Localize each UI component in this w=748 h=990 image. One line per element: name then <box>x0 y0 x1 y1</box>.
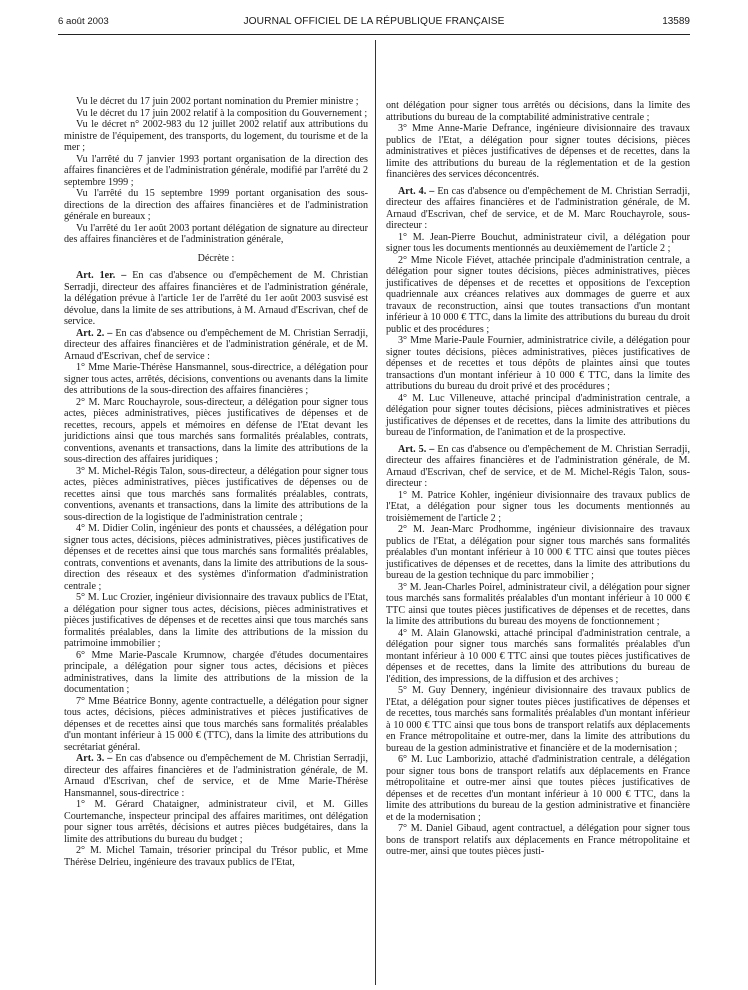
article-text: En cas d'absence ou d'empêchement de M. Christian Serradji, directeur des affaires financières et de l'administration générale, et de M. Arnaud d'Escrivan, chef de service : <box>64 327 368 362</box>
article-item: 3° M. Michel-Régis Talon, sous-directeur, a délégation pour signer tous actes, pièces administratives, pièces justificatives de dépenses ou de recettes ainsi que tous marchés sans formalités préalables, contrats, conventions, avenants et transactions, dans la limite des attributions de la sous-direction de la logistique de l'administration centrale ; <box>64 465 368 523</box>
left-column <box>64 96 368 868</box>
visa-paragraph: Vu le décret du 17 juin 2002 relatif à la composition du Gouvernement ; <box>76 107 368 119</box>
article-text: En cas d'absence ou d'empêchement de M. Christian Serradji, directeur des affaires financières et de l'administration générale, de M. Arnaud d'Escrivan, chef de service, et de M. Michel-Régis Talon, sous-directeur : <box>386 443 690 489</box>
article-item: 5° M. Luc Crozier, ingénieur divisionnaire des travaux publics de l'Etat, a délégation pour signer tous actes, décisions, pièces administratives et pièces justificatives de dépenses et de recettes ainsi que tous marchés sans formalités préalables, dans la limite des attributions de la mission du patrimoine immobilier ; <box>64 592 368 649</box>
page-number: 13589 <box>662 16 690 27</box>
article-item: 2° M. Jean-Marc Prodhomme, ingénieur divisionnaire des travaux publics de l'Etat, a délégation pour signer tous marchés sans formalités préalables d'un montant inférieur à 10 000 € TTC ainsi que toutes pièces justificatives de dépenses et de recettes, dans la limite des attributions du bureau de la gestion technique du parc immobilier ; <box>386 524 690 581</box>
article-5 <box>386 444 690 490</box>
article-item: 7° Mme Béatrice Bonny, agente contractuelle, a délégation pour signer tous actes, décisions, pièces administratives et pièces justificatives de dépenses et de recettes ainsi que tous marchés sans formalités préalables d'un montant inférieur à 15 000 € (TTC), dans la limite des attributions du secrétariat général. <box>64 695 368 753</box>
article-3 <box>64 753 368 799</box>
article-4 <box>386 186 690 232</box>
article-label: Art. 2. – <box>76 327 113 339</box>
article-label: Art. 3. – <box>76 753 113 764</box>
article-item: 1° M. Jean-Pierre Bouchut, administrateur civil, a délégation pour signer tous les documents mentionnés au deuxièmement de l'article 2 ; <box>386 231 690 254</box>
article-1 <box>64 270 368 328</box>
article-item: 2° Mme Nicole Fiévet, attachée principale d'administration centrale, a délégation pour signer toutes décisions, pièces administratives, pièces justificatives de dépenses et de recettes et oppositions de l'exception quadriennale aux créances relatives aux dommages de guerre et aux travaux de reconstruction, ainsi que toutes transactions d'un montant inférieur à 10 000 € TTC, dans la limite des attributions du bureau du droit public et des procédures ; <box>386 254 690 335</box>
article-text: En cas d'absence ou d'empêchement de M. Christian Serradji, directeur des affaires financières et de l'administration générale, la délégation prévue à l'article 1er de l'arrêté du 1er août 2003 susvisé est dévolue, dans la limite de ses attributions, à M. Arnaud d'Escrivan, chef de service. <box>64 270 368 327</box>
article-text: En cas d'absence ou d'empêchement de M. Christian Serradji, directeur des affaires financières et de l'administration générale, de M. Arnaud d'Escrivan, chef de service, et de M. Marc Rouchayrole, sous-directeur : <box>386 185 690 231</box>
article-item: 2° M. Michel Tamain, trésorier principal du Trésor public, et Mme Thérèse Delrieu, ingénieure des travaux publics de l'Etat, <box>64 845 368 868</box>
article-item: 1° Mme Marie-Thérèse Hansmannel, sous-directrice, a délégation pour signer tous actes, arrêtés, décisions, conventions ou avenants dans la limite des attributions de la sous-direction des affaires financières ; <box>64 362 368 396</box>
article-item: 4° M. Alain Glanowski, attaché principal d'administration centrale, a délégation pour signer tous marchés sans formalités préalables d'un montant inférieur à 10 000 € TTC ainsi que toutes pièces justificatives de dépenses et de recettes, dans la limite des attributions du bureau de l'édition, des impressions, de la diffusion et des archives ; <box>386 627 690 685</box>
article-item: 4° M. Luc Villeneuve, attaché principal d'administration centrale, a délégation pour signer toutes décisions, pièces administratives et pièces justificatives de dépenses et de recettes, dans la limite des attributions du bureau de l'information, de l'animation et de la prospective. <box>386 392 690 438</box>
continued-paragraph: ont délégation pour signer tous arrêtés ou décisions, dans la limite des attributions du bureau de la comptabilité administrative centrale ; <box>386 100 690 123</box>
article-2 <box>64 328 368 363</box>
article-item: 1° M. Gérard Chataigner, administrateur civil, et M. Gilles Courtemanche, inspecteur principal des affaires maritimes, ont délégation pour signer tous arrêtés, décisions et autres pièces budgétaires, dans la limite des attributions du bureau du budget ; <box>64 799 368 845</box>
column-separator <box>375 40 376 985</box>
article-item: 2° M. Marc Rouchayrole, sous-directeur, a délégation pour signer tous actes, pièces administratives, pièces justificatives de dépenses et de recettes, recours, appels et mémoires en défense de l'Etat devant les juridictions ainsi que tous marchés sans formalités préalables, contrats, conventions, avenants et transactions, dans la limite des attributions de la sous-direction des affaires juridiques ; <box>64 396 368 465</box>
article-item: 5° M. Guy Dennery, ingénieur divisionnaire des travaux publics de l'Etat, a délégation pour signer toutes pièces justificatives de dépenses et de recettes, tous marchés sans formalités préalables d'un montant inférieur à 10 000 € TTC ainsi que tous bons de transport relatifs aux déplacements en France métropolitaine et outre-mer, dans la limite des attributions du bureau de la gestion administrative et financière et de la modernisation ; <box>386 685 690 754</box>
header-rule <box>58 34 690 35</box>
article-label: Art. 5. – <box>398 443 435 455</box>
article-item: 1° M. Patrice Kohler, ingénieur divisionnaire des travaux publics de l'Etat, a délégation pour signer tous les documents mentionnés au troisièmement de l'article 2 ; <box>386 489 690 524</box>
visa-paragraph: Vu le décret du 17 juin 2002 portant nomination du Premier ministre ; <box>76 96 359 107</box>
page-header <box>58 16 690 30</box>
article-item: 3° Mme Marie-Paule Fournier, administratrice civile, a délégation pour signer toutes décisions, pièces administratives, pièces justificatives de dépenses et de recettes et tous dépôts de plaintes ainsi que toutes transactions d'un montant inférieur à 10 000 € TTC, dans la limite des attributions du bureau du droit privé et des procédures ; <box>386 335 690 392</box>
visa-paragraph: Vu l'arrêté du 15 septembre 1999 portant organisation des sous-directions de la direction des affaires financières et de l'administration générale en bureaux ; <box>64 188 368 222</box>
article-text: En cas d'absence ou d'empêchement de M. Christian Serradji, directeur des affaires financières et de l'administration générale, de M. Arnaud d'Escrivan, chef de service, et de Mme Marie-Thérèse Hansmannel, sous-directrice : <box>64 753 368 799</box>
article-item: 3° M. Jean-Charles Poirel, administrateur civil, a délégation pour signer tous marchés sans formalités préalables d'un montant inférieur à 10 000 € TTC ainsi que toutes pièces justificatives de dépenses et de recettes, dans la limite des attributions du bureau des moyens de fonctionnement ; <box>386 581 690 627</box>
article-item: 6° M. Luc Lamborizio, attaché d'administration centrale, a délégation pour signer tous bons de transport relatifs aux déplacements en France métropolitaine et outre-mer ainsi que toutes pièces justificatives de dépenses et de recettes d'un montant inférieur à 10 000 € TTC, dans la limite des attributions du bureau de la gestion administrative et financière et de la modernisation ; <box>386 754 690 823</box>
visa-paragraph: Vu l'arrêté du 7 janvier 1993 portant organisation de la direction des affaires financières et de l'administration générale, modifié par l'arrêté du 2 septembre 1999 ; <box>64 153 368 188</box>
visa-paragraph: Vu le décret n° 2002-983 du 12 juillet 2002 relatif aux attributions du ministre de l'équipement, des transports, du logement, du tourisme et de la mer ; <box>64 119 368 153</box>
article-item: 7° M. Daniel Gibaud, agent contractuel, a délégation pour signer tous bons de transport relatifs aux déplacements en France métropolitaine et outre-mer, ainsi que toutes pièces justi- <box>386 823 690 857</box>
journal-title: JOURNAL OFFICIEL DE LA RÉPUBLIQUE FRANÇAISE <box>243 16 505 27</box>
visa-paragraph: Vu l'arrêté du 1er août 2003 portant délégation de signature au directeur des affaires financières et de l'administration générale, <box>64 222 368 245</box>
right-column <box>386 100 690 858</box>
article-item: 4° M. Didier Colin, ingénieur des ponts et chaussées, a délégation pour signer tous actes, décisions, pièces administratives, pièces justificatives de dépenses et de recettes ainsi que tous marchés sans formalités préalables, contrats, conventions et avenants, dans la limite des attributions de la sous-direction des réseaux et des systèmes d'information d'administration centrale ; <box>64 523 368 592</box>
decrete-heading: Décrète : <box>197 252 235 264</box>
article-label: Art. 1er. – <box>76 270 127 281</box>
article-item: 3° Mme Anne-Marie Defrance, ingénieure divisionnaire des travaux publics de l'Etat, a délégation pour signer toutes décisions, pièces administratives et pièces justificatives de dépenses et de recettes, dans la limite des attributions du bureau de la réglementation et de la gestion financières des services déconcentrés. <box>386 123 690 180</box>
article-label: Art. 4. – <box>398 185 435 197</box>
article-item: 6° Mme Marie-Pascale Krumnow, chargée d'études documentaires principale, a délégation pour signer tous actes, décisions et pièces administratives, dans la limite des attributions de la mission de la documentation ; <box>64 649 368 695</box>
header-date: 6 août 2003 <box>58 16 109 27</box>
